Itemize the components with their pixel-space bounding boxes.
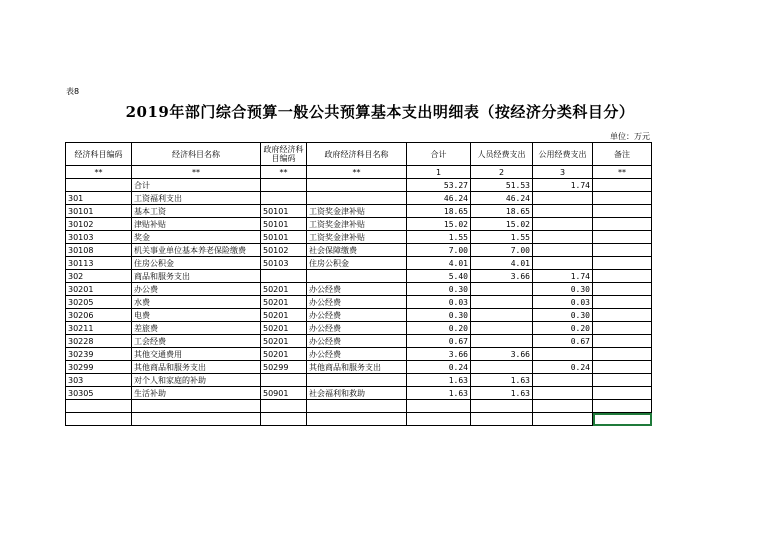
personnel-cell[interactable]: 18.65	[471, 205, 533, 218]
empty-cell[interactable]	[66, 400, 132, 413]
remark-cell[interactable]	[593, 218, 652, 231]
gov-name-cell[interactable]: 社会福利和救助	[307, 387, 407, 400]
empty-cell[interactable]	[66, 413, 132, 426]
econ-name-cell[interactable]: 生活补助	[132, 387, 261, 400]
total-cell[interactable]: 5.40	[407, 270, 471, 283]
gov-code-cell[interactable]: 50201	[261, 335, 307, 348]
remark-cell[interactable]	[593, 348, 652, 361]
econ-code-cell[interactable]: 30201	[66, 283, 132, 296]
index-cell[interactable]: **	[307, 166, 407, 179]
empty-cell[interactable]	[132, 400, 261, 413]
table-row	[66, 322, 652, 335]
gov-code-cell[interactable]	[261, 179, 307, 192]
gov-code-cell[interactable]: 50101	[261, 231, 307, 244]
gov-name-cell[interactable]	[307, 192, 407, 205]
table-row	[66, 335, 652, 348]
gov-name-cell[interactable]: 住房公积金	[307, 257, 407, 270]
econ-name-cell[interactable]: 基本工资	[132, 205, 261, 218]
gov-name-cell[interactable]: 办公经费	[307, 309, 407, 322]
econ-code-cell[interactable]: 30305	[66, 387, 132, 400]
empty-cell[interactable]	[307, 413, 407, 426]
empty-cell[interactable]	[261, 413, 307, 426]
empty-cell[interactable]	[533, 413, 593, 426]
gov-code-cell[interactable]: 50201	[261, 322, 307, 335]
remark-cell[interactable]	[593, 296, 652, 309]
econ-code-cell[interactable]	[66, 179, 132, 192]
remark-cell[interactable]	[593, 244, 652, 257]
index-cell[interactable]: **	[261, 166, 307, 179]
remark-cell[interactable]	[593, 335, 652, 348]
index-cell[interactable]: **	[66, 166, 132, 179]
public-cell[interactable]: 0.24	[533, 361, 593, 374]
header-personnel[interactable]: 人员经费支出	[471, 143, 533, 166]
index-cell[interactable]: **	[593, 166, 652, 179]
personnel-cell[interactable]	[471, 296, 533, 309]
blank-row	[66, 400, 652, 413]
total-cell[interactable]: 0.24	[407, 361, 471, 374]
econ-code-cell[interactable]: 30205	[66, 296, 132, 309]
econ-name-cell[interactable]: 工资福利支出	[132, 192, 261, 205]
personnel-cell[interactable]: 7.00	[471, 244, 533, 257]
personnel-cell[interactable]	[471, 335, 533, 348]
gov-code-cell[interactable]: 50103	[261, 257, 307, 270]
empty-cell[interactable]	[407, 413, 471, 426]
gov-name-cell[interactable]: 办公经费	[307, 283, 407, 296]
empty-cell[interactable]	[407, 400, 471, 413]
econ-name-cell[interactable]: 其他商品和服务支出	[132, 361, 261, 374]
table-row	[66, 348, 652, 361]
blank-row	[66, 413, 652, 426]
econ-name-cell[interactable]: 其他交通费用	[132, 348, 261, 361]
gov-name-cell[interactable]	[307, 270, 407, 283]
table-row	[66, 231, 652, 244]
gov-code-cell[interactable]: 50201	[261, 348, 307, 361]
table-row	[66, 309, 652, 322]
detail-table	[65, 142, 652, 426]
empty-cell[interactable]	[533, 400, 593, 413]
gov-name-cell[interactable]: 社会保障缴费	[307, 244, 407, 257]
remark-cell[interactable]	[593, 361, 652, 374]
remark-cell[interactable]	[593, 179, 652, 192]
table-row	[66, 374, 652, 387]
index-row	[66, 166, 652, 179]
remark-cell[interactable]	[593, 322, 652, 335]
empty-cell[interactable]	[593, 400, 652, 413]
econ-name-cell[interactable]: 电费	[132, 309, 261, 322]
total-cell[interactable]: 4.01	[407, 257, 471, 270]
table-row	[66, 179, 652, 192]
personnel-cell[interactable]: 1.63	[471, 387, 533, 400]
public-cell[interactable]: 0.20	[533, 322, 593, 335]
gov-name-cell[interactable]	[307, 179, 407, 192]
public-cell[interactable]	[533, 244, 593, 257]
gov-code-cell[interactable]	[261, 192, 307, 205]
gov-name-cell[interactable]: 办公经费	[307, 296, 407, 309]
table-row	[66, 192, 652, 205]
public-cell[interactable]	[533, 374, 593, 387]
personnel-cell[interactable]: 3.66	[471, 348, 533, 361]
public-cell[interactable]	[533, 231, 593, 244]
header-remark[interactable]: 备注	[593, 143, 652, 166]
table-row	[66, 283, 652, 296]
total-cell[interactable]: 1.63	[407, 374, 471, 387]
gov-code-cell[interactable]: 50201	[261, 309, 307, 322]
total-cell[interactable]: 7.00	[407, 244, 471, 257]
table-row	[66, 218, 652, 231]
econ-name-cell[interactable]: 住房公积金	[132, 257, 261, 270]
total-cell[interactable]: 0.20	[407, 322, 471, 335]
table-row	[66, 296, 652, 309]
econ-code-cell[interactable]: 30101	[66, 205, 132, 218]
table-row	[66, 244, 652, 257]
econ-name-cell[interactable]: 差旅费	[132, 322, 261, 335]
gov-name-cell[interactable]: 工资奖金津补贴	[307, 218, 407, 231]
personnel-cell[interactable]: 1.55	[471, 231, 533, 244]
total-cell[interactable]: 1.55	[407, 231, 471, 244]
econ-code-cell[interactable]: 30103	[66, 231, 132, 244]
personnel-cell[interactable]	[471, 309, 533, 322]
gov-code-cell[interactable]: 50101	[261, 218, 307, 231]
econ-code-cell[interactable]: 30113	[66, 257, 132, 270]
public-cell[interactable]: 0.30	[533, 283, 593, 296]
header-gov-name[interactable]: 政府经济科目名称	[307, 143, 407, 166]
gov-name-cell[interactable]: 办公经费	[307, 322, 407, 335]
header-gov-code[interactable]: 政府经济科目编码	[261, 143, 307, 166]
index-cell[interactable]: 2	[471, 166, 533, 179]
public-cell[interactable]	[533, 218, 593, 231]
personnel-cell[interactable]	[471, 283, 533, 296]
empty-cell[interactable]	[261, 400, 307, 413]
remark-cell[interactable]	[593, 257, 652, 270]
gov-name-cell[interactable]	[307, 374, 407, 387]
econ-code-cell[interactable]: 301	[66, 192, 132, 205]
total-cell[interactable]: 0.03	[407, 296, 471, 309]
sheet-number: 表8	[66, 87, 80, 96]
personnel-cell[interactable]: 4.01	[471, 257, 533, 270]
unit-label: 单位：万元	[610, 132, 650, 141]
econ-code-cell[interactable]: 30102	[66, 218, 132, 231]
index-cell[interactable]: **	[132, 166, 261, 179]
econ-code-cell[interactable]: 302	[66, 270, 132, 283]
gov-name-cell[interactable]: 办公经费	[307, 348, 407, 361]
empty-cell[interactable]	[471, 413, 533, 426]
remark-cell[interactable]	[593, 283, 652, 296]
table-row	[66, 387, 652, 400]
header-econ-name[interactable]: 经济科目名称	[132, 143, 261, 166]
total-cell[interactable]: 18.65	[407, 205, 471, 218]
gov-code-cell[interactable]: 50101	[261, 205, 307, 218]
econ-name-cell[interactable]: 商品和服务支出	[132, 270, 261, 283]
table-row	[66, 361, 652, 374]
econ-code-cell[interactable]: 303	[66, 374, 132, 387]
remark-cell[interactable]	[593, 192, 652, 205]
gov-name-cell[interactable]: 工资奖金津补贴	[307, 205, 407, 218]
index-cell[interactable]: 3	[533, 166, 593, 179]
econ-name-cell[interactable]: 奖金	[132, 231, 261, 244]
total-cell[interactable]: 3.66	[407, 348, 471, 361]
econ-name-cell[interactable]: 办公费	[132, 283, 261, 296]
econ-code-cell[interactable]: 30228	[66, 335, 132, 348]
header-total[interactable]: 合计	[407, 143, 471, 166]
table-row	[66, 205, 652, 218]
econ-name-cell[interactable]: 津贴补贴	[132, 218, 261, 231]
header-row	[66, 143, 652, 166]
public-cell[interactable]: 0.67	[533, 335, 593, 348]
public-cell[interactable]	[533, 257, 593, 270]
header-public[interactable]: 公用经费支出	[533, 143, 593, 166]
remark-cell[interactable]	[593, 205, 652, 218]
public-cell[interactable]	[533, 387, 593, 400]
total-cell[interactable]: 1.63	[407, 387, 471, 400]
total-cell[interactable]: 0.30	[407, 309, 471, 322]
total-cell[interactable]: 0.30	[407, 283, 471, 296]
total-cell[interactable]: 46.24	[407, 192, 471, 205]
public-cell[interactable]	[533, 348, 593, 361]
econ-name-cell[interactable]: 合计	[132, 179, 261, 192]
remark-cell[interactable]	[593, 231, 652, 244]
remark-cell[interactable]	[593, 270, 652, 283]
personnel-cell[interactable]: 15.02	[471, 218, 533, 231]
page-title: 2019年部门综合预算一般公共预算基本支出明细表（按经济分类科目分）	[125, 103, 635, 121]
gov-name-cell[interactable]: 工资奖金津补贴	[307, 231, 407, 244]
header-econ-code[interactable]: 经济科目编码	[66, 143, 132, 166]
total-cell[interactable]: 0.67	[407, 335, 471, 348]
personnel-cell[interactable]: 46.24	[471, 192, 533, 205]
empty-cell[interactable]	[132, 413, 261, 426]
gov-code-cell[interactable]: 50299	[261, 361, 307, 374]
index-cell[interactable]: 1	[407, 166, 471, 179]
personnel-cell[interactable]	[471, 361, 533, 374]
public-cell[interactable]: 0.30	[533, 309, 593, 322]
econ-name-cell[interactable]: 工会经费	[132, 335, 261, 348]
public-cell[interactable]	[533, 205, 593, 218]
selected-cell[interactable]	[593, 413, 652, 426]
public-cell[interactable]: 1.74	[533, 179, 593, 192]
empty-cell[interactable]	[471, 400, 533, 413]
total-cell[interactable]: 15.02	[407, 218, 471, 231]
econ-name-cell[interactable]: 水费	[132, 296, 261, 309]
total-cell[interactable]: 53.27	[407, 179, 471, 192]
gov-name-cell[interactable]: 其他商品和服务支出	[307, 361, 407, 374]
gov-code-cell[interactable]: 50201	[261, 296, 307, 309]
table-row	[66, 257, 652, 270]
econ-name-cell[interactable]: 对个人和家庭的补助	[132, 374, 261, 387]
gov-name-cell[interactable]: 办公经费	[307, 335, 407, 348]
gov-code-cell[interactable]: 50901	[261, 387, 307, 400]
econ-code-cell[interactable]: 30108	[66, 244, 132, 257]
econ-name-cell[interactable]: 机关事业单位基本养老保险缴费	[132, 244, 261, 257]
econ-code-cell[interactable]: 30299	[66, 361, 132, 374]
econ-code-cell[interactable]: 30211	[66, 322, 132, 335]
gov-code-cell[interactable]	[261, 374, 307, 387]
personnel-cell[interactable]: 51.53	[471, 179, 533, 192]
public-cell[interactable]: 1.74	[533, 270, 593, 283]
econ-code-cell[interactable]: 30206	[66, 309, 132, 322]
gov-code-cell[interactable]	[261, 270, 307, 283]
table-row	[66, 270, 652, 283]
public-cell[interactable]: 0.03	[533, 296, 593, 309]
econ-code-cell[interactable]: 30239	[66, 348, 132, 361]
personnel-cell[interactable]: 3.66	[471, 270, 533, 283]
empty-cell[interactable]	[307, 400, 407, 413]
remark-cell[interactable]	[593, 309, 652, 322]
remark-cell[interactable]	[593, 387, 652, 400]
personnel-cell[interactable]	[471, 322, 533, 335]
public-cell[interactable]	[533, 192, 593, 205]
remark-cell[interactable]	[593, 374, 652, 387]
gov-code-cell[interactable]: 50201	[261, 283, 307, 296]
gov-code-cell[interactable]: 50102	[261, 244, 307, 257]
personnel-cell[interactable]: 1.63	[471, 374, 533, 387]
